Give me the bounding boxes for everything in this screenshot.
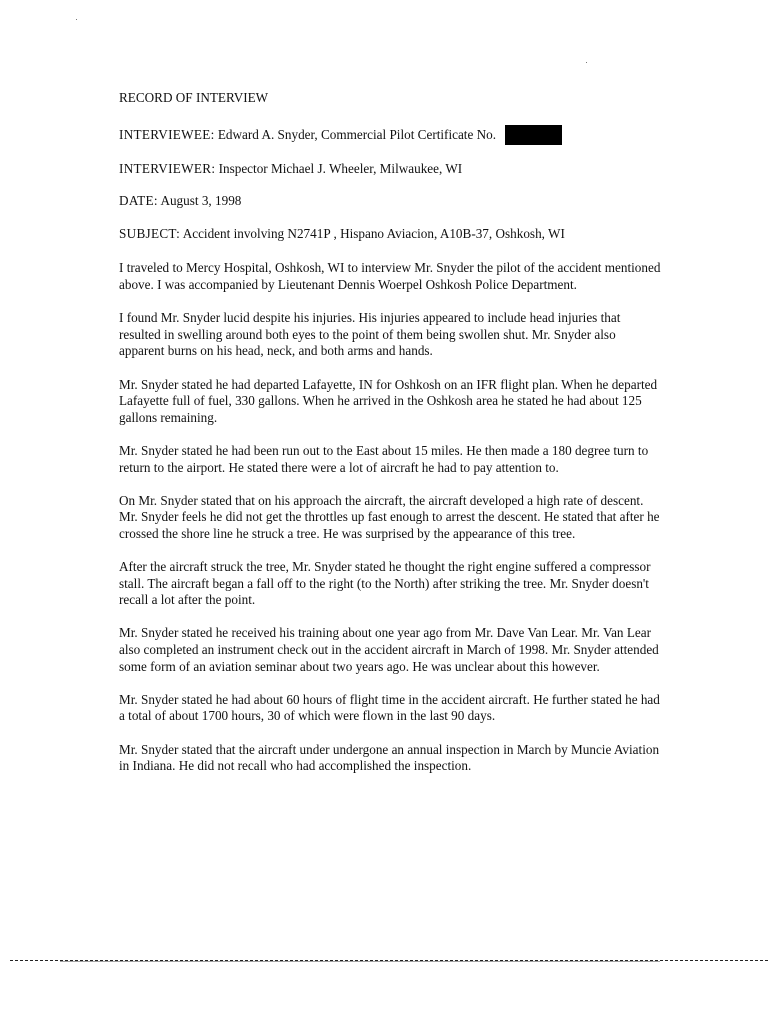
date-line <box>119 193 664 210</box>
page-bottom-rule-shadow <box>60 961 660 962</box>
paragraph: Mr. Snyder stated he had about 60 hours of flight time in the accident aircraft. He further stated he had a total of about 1700 hours, 30 of which were flown in the last 90 days. <box>119 691 660 724</box>
paragraph: Mr. Snyder stated he had been run out to the East about 15 miles. He then made a 180 degree turn to return to the airport. He stated there were a lot of aircraft he had to pay attention to. <box>119 442 649 475</box>
subject-value: Accident involving N2741P , Hispano Aviacion, A10B-37, Oshkosh, WI <box>182 225 565 241</box>
paragraph: I found Mr. Snyder lucid despite his injuries. His injuries appeared to include head injuries that resulted in swelling around both eyes to the point of them being swollen shut. Mr. Snyder also apparent burns on his head, neck, and both arms and hands. <box>119 310 621 359</box>
interviewee-line <box>119 125 664 145</box>
document-body <box>119 90 664 791</box>
scan-speck <box>586 62 587 63</box>
date-label: DATE: <box>119 193 158 209</box>
paragraph: Mr. Snyder stated that the aircraft under undergone an annual inspection in March by Muncie Aviation in Indiana. He did not recall who had accomplished the inspection. <box>119 741 660 774</box>
interviewer-value: Inspector Michael J. Wheeler, Milwaukee, WI <box>218 160 463 176</box>
paragraph: On Mr. Snyder stated that on his approach the aircraft, the aircraft developed a high rate of descent. Mr. Snyder feels he did not get the throttles up fast enough to arrest the descent. He stated that after he crossed the shore line he struck a tree. He was surprised by the appearance of this tree. <box>119 492 660 541</box>
interviewer-label: INTERVIEWER: <box>119 160 216 176</box>
paragraph: I traveled to Mercy Hospital, Oshkosh, WI to interview Mr. Snyder the pilot of the accident mentioned above. I was accompanied by Lieutenant Dennis Woerpel Oshkosh Police Department. <box>119 260 661 292</box>
scan-speck <box>76 19 77 20</box>
paragraph: Mr. Snyder stated he received his training about one year ago from Mr. Dave Van Lear. Mr. Van Lear also completed an instrument check out in the accident aircraft in March of 1998. Mr. Snyder attended some form of an aviation seminar about two years ago. He was unclear about this however. <box>119 625 659 674</box>
interviewee-value: Edward A. Snyder, Commercial Pilot Certificate No. <box>217 126 497 142</box>
subject-line <box>119 226 664 243</box>
paragraph: Mr. Snyder stated he had departed Lafayette, IN for Oshkosh on an IFR flight plan. When he departed Lafayette full of fuel, 330 gallons. When he arrived in the Oshkosh area he stated he had about 125 gallons remaining. <box>119 376 658 425</box>
subject-label: SUBJECT: <box>119 225 181 241</box>
interviewer-line <box>119 161 664 178</box>
date-value: August 3, 1998 <box>160 193 242 209</box>
paragraph: After the aircraft struck the tree, Mr. Snyder stated he thought the right engine suffered a compressor stall. The aircraft began a fall off to the right (to the North) after striking the tree. Mr. Snyder doesn't recall a lot after the point. <box>119 559 651 608</box>
interviewee-label: INTERVIEWEE: <box>119 126 215 142</box>
document-title: RECORD OF INTERVIEW <box>119 90 269 105</box>
redaction-box <box>505 125 562 145</box>
